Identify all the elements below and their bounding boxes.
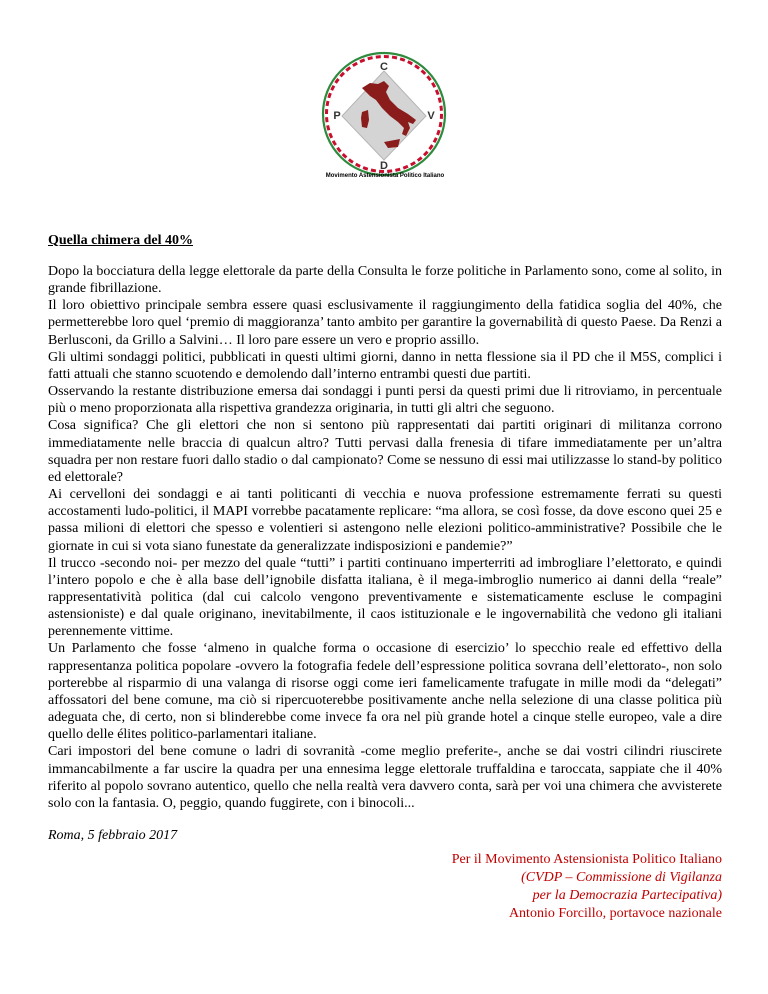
- logo-letter-v: V: [427, 110, 435, 122]
- paragraph: Il loro obiettivo principale sembra essere quasi esclusivamente il raggiungimento della fatidica soglia del 40%, che permetterebbe loro quel ‘premio di maggioranza’ tanto ambito per garantire la governabilità di questo Paese. Da Renzi a Berlusconi, da Grillo a Salvini… Il loro pare essere un vero e proprio assillo.: [48, 298, 722, 348]
- paragraph: Osservando la restante distribuzione emersa dai sondaggi i punti persi da questi primi due li ritroviamo, in percentuale più o meno proporzionata alla rispettiva grandezza originaria, in tutti gli altri che seguono.: [48, 384, 722, 417]
- article-date: Roma, 5 febbraio 2017: [48, 828, 178, 843]
- mapi-logo: [318, 48, 450, 184]
- article-title: Quella chimera del 40%: [48, 233, 194, 248]
- logo-letter-p: P: [333, 110, 341, 122]
- signature-organization: Per il Movimento Astensionista Politico Italiano: [451, 852, 722, 867]
- logo-emblem: [318, 48, 450, 184]
- logo-caption: Movimento Astensionista Politico Italiano: [325, 173, 445, 179]
- paragraph: Dopo la bocciatura della legge elettorale da parte della Consulta le forze politiche in Parlamento sono, come al solito, in grande fibrillazione.: [48, 264, 722, 297]
- signature-author: Antonio Forcillo, portavoce nazionale: [508, 906, 722, 921]
- signature-block: [452, 851, 722, 923]
- paragraph: Ai cervelloni dei sondaggi e ai tanti politicanti di vecchia e nuova professione estremamente ferrati su questi accostamenti ludo-politici, il MAPI vorrebbe pacatamente replicare: “ma allora, se così fosse, da dove escono quei 25 e passa milioni di elettori che spesso e volentieri si astengono nelle elezioni politico-amministrative? Possibile che le giornate in cui si vota siano funestate da generalizzate indisposizioni e pandemie?”: [48, 487, 722, 554]
- logo-letter-d: D: [380, 160, 388, 172]
- paragraph: Un Parlamento che fosse ‘almeno in qualche forma o occasione di esercizio’ lo specchio reale ed effettivo della rappresentanza politica popolare -ovvero la fotografia fedele dell’espressione politica sovrana dell’elettorato-, non solo porterebbe al risparmio di una valanga di risorse oggi come ieri famelicamente trafugate in mille modi da “delegati” affossatori del bene comune, ma ciò si ripercuoterebbe positivamente anche nella selezione di una classe politica più adeguata che, di certo, non si blinderebbe come invece fa ora nel più grande hotel a cinque stelle europeo, vale a dire quello delle élites politico-parlamentari italiane.: [48, 641, 722, 743]
- paragraph: Cari impostori del bene comune o ladri di sovranità -come meglio preferite-, anche se dai vostri cilindri riuscirete immancabilmente a far uscire la quadra per una ennesima legge elettorale truffaldina e taroccata, sappiate che il 40% riferito al popolo sovrano autentico, quello che nella realtà vera davvero conta, sarà per voi una chimera che avvisterete solo con la fantasia. O, peggio, quando fuggirete, con i binocoli...: [48, 744, 722, 811]
- paragraph: Il trucco -secondo noi- per mezzo del quale “tutti” i partiti continuano imperterriti ad imbrogliare l’elettorato, e quindi l’intero popolo e che è alla base dell’ignobile disfatta italiana, è il mega-imbroglio numerico ai danni della “reale” rappresentatività politica (dal cui calcolo vengono preventivamente e sistematicamente escluse le compagini astensioniste) e dal quale originano, inevitabilmente, il caos istituzionale e le ingovernabilità che vedono gli italiani perennemente vittime.: [48, 555, 722, 640]
- signature-commission-cont: per la Democrazia Partecipativa): [532, 888, 722, 903]
- paragraph: Gli ultimi sondaggi politici, pubblicati in questi ultimi giorni, danno in netta flessione sia il PD che il M5S, complici i fatti attuali che stanno scuotendo e demolendo dall’interno entrambi questi due partiti.: [48, 349, 722, 382]
- signature-commission: (CVDP – Commissione di Vigilanza: [521, 870, 722, 885]
- paragraph: Cosa significa? Che gli elettori che non si sentono più rappresentati dai partiti originari di militanza corrono immediatamente nelle braccia di qualcun altro? Tutti pervasi dalla frenesia di tifare immediatamente per un’altra squadra per non restare fuori dallo stadio o dal campionato? Come se nessuno di essi mai utilizzasse lo stand-by politico ed elettorale?: [48, 418, 722, 485]
- article-body: [48, 263, 722, 812]
- logo-letter-c: C: [380, 61, 388, 73]
